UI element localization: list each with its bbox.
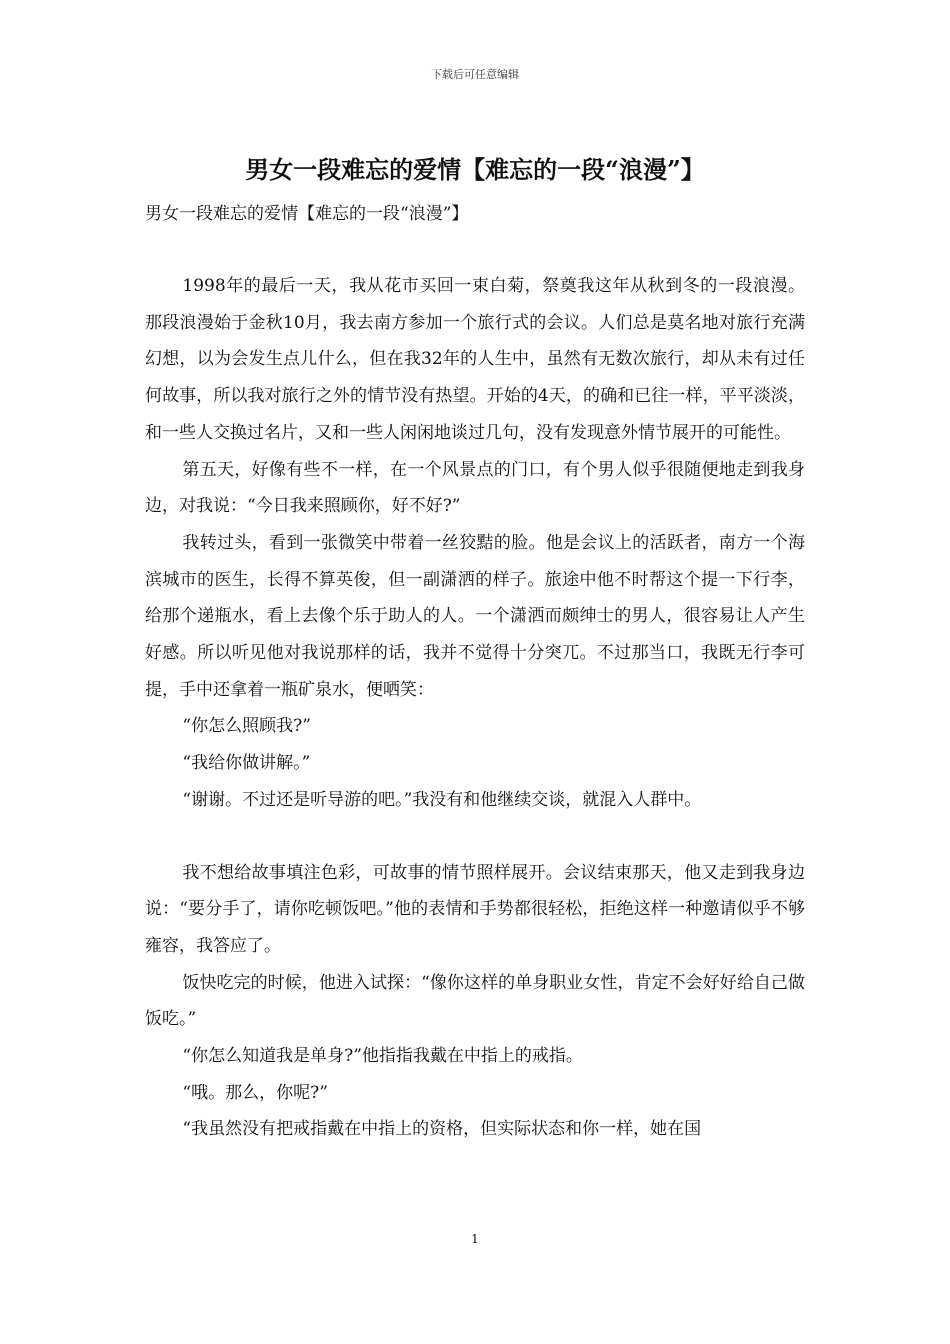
header-note: 下载后可任意编辑 [431,68,519,81]
paragraph: “你怎么知道我是单身?”他指指我戴在中指上的戒指。 [182,1046,583,1067]
paragraph: “我给你做讲解。” [182,753,311,774]
paragraph: 我转过头，看到一张微笑中带着一丝狡黠的脸。他是会议上的活跃者，南方一个海滨城市的医生，长得不算英俊，但一副潇洒的样子。旅途中他不时帮这个提一下行李，给那个递瓶水，看上去像个乐于助人的人。一个潇洒而颇绅士的男人，很容易让人产生好感。所以听见他对我说那样的话，我并不觉得十分突兀。不过那当口，我既无行李可提，手中还拿着一瓶矿泉水，便哂笑： [145,532,805,700]
paragraph: 1998年的最后一天，我从花市买回一束白菊，祭奠我这年从秋到冬的一段浪漫。 那段浪漫始于金秋10月，我去南方参加一个旅行式的会议。人们总是莫名地对旅行充满幻想，以为会发生点儿什么，但在我32年的人生中，虽然有无数次旅行，却从未有过任何故事，所以我对旅行之外的情节没有热望。开始的4天，的确和已往一样，平平淡淡，和一些人交换过名片，又和一些人闲闲地谈过几句，没有发现意外情节展开的可能性。 [145,276,805,443]
article-body [145,268,805,1148]
page-number: 1 [471,1232,479,1246]
paragraph: “谢谢。不过还是听导游的吧。”我没有和他继续交谈，就混入人群中。 [182,789,702,810]
paragraph: “你怎么照顾我?” [182,716,311,737]
paragraph: 饭快吃完的时候，他进入试探：“像你这样的单身职业女性，肯定不会好好给自己做饭吃。” [145,972,805,1030]
paragraph: “我虽然没有把戒指戴在中指上的资格，但实际状态和你一样，她在国 [182,1119,702,1140]
document-subtitle: 男女一段难忘的爱情【难忘的一段“浪漫”】 [145,204,469,224]
paragraph: 第五天，好像有些不一样，在一个风景点的门口，有个男人似乎很随便地走到我身边，对我说：“今日我来照顾你，好不好?” [145,459,805,517]
paragraph: “哦。那么，你呢?” [182,1082,328,1103]
document-title: 男女一段难忘的爱情【难忘的一段“浪漫”】 [245,155,705,184]
paragraph: 我不想给故事填注色彩，可故事的情节照样展开。会议结束那天，他又走到我身边说：“要分手了，请你吃顿饭吧。”他的表情和手势都很轻松，拒绝这样一种邀请似乎不够雍容，我答应了。 [145,862,805,956]
